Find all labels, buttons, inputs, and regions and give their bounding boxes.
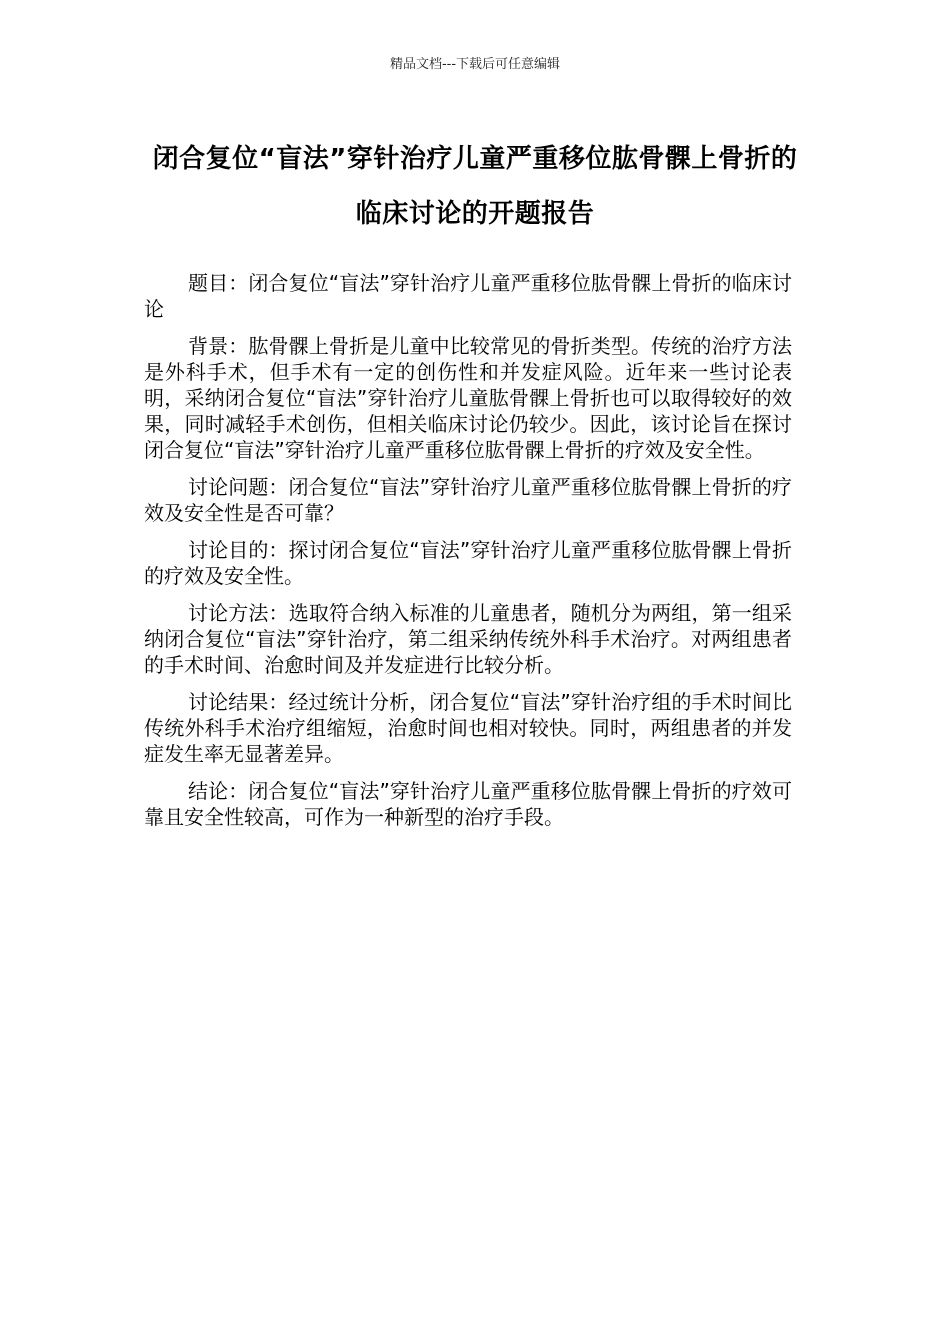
- paragraph-topic: 题目：闭合复位“盲法”穿针治疗儿童严重移位肱骨髁上骨折的临床讨论: [144, 271, 792, 321]
- paragraph-results: 讨论结果：经过统计分析，闭合复位“盲法”穿针治疗组的手术时间比传统外科手术治疗组缩短，治愈时间也相对较快。同时，两组患者的并发症发生率无显著差异。: [144, 690, 792, 766]
- page-header: 精品文档---下载后可任意编辑: [389, 57, 561, 72]
- paragraph-method: 讨论方法：选取符合纳入标准的儿童患者，随机分为两组，第一组采纳闭合复位“盲法”穿针治疗，第二组采纳传统外科手术治疗。对两组患者的手术时间、治愈时间及并发症进行比较分析。: [144, 601, 792, 677]
- paragraph-conclusion: 结论：闭合复位“盲法”穿针治疗儿童严重移位肱骨髁上骨折的疗效可靠且安全性较高，可作为一种新型的治疗手段。: [144, 779, 792, 829]
- paragraph-background: 背景：肱骨髁上骨折是儿童中比较常见的骨折类型。传统的治疗方法是外科手术，但手术有一定的创伤性和并发症风险。近年来一些讨论表明，采纳闭合复位“盲法”穿针治疗儿童肱骨髁上骨折也可以取得较好的效果，同时减轻手术创伤，但相关临床讨论仍较少。因此，该讨论旨在探讨闭合复位“盲法”穿针治疗儿童严重移位肱骨髁上骨折的疗效及安全性。: [144, 334, 792, 462]
- document-body: [144, 270, 792, 841]
- document-title: 闭合复位“盲法”穿针治疗儿童严重移位肱骨髁上骨折的临床讨论的开题报告: [152, 144, 798, 229]
- paragraph-question: 讨论问题：闭合复位“盲法”穿针治疗儿童严重移位肱骨髁上骨折的疗效及安全性是否可靠？: [144, 475, 792, 525]
- paragraph-purpose: 讨论目的：探讨闭合复位“盲法”穿针治疗儿童严重移位肱骨髁上骨折的疗效及安全性。: [144, 538, 792, 588]
